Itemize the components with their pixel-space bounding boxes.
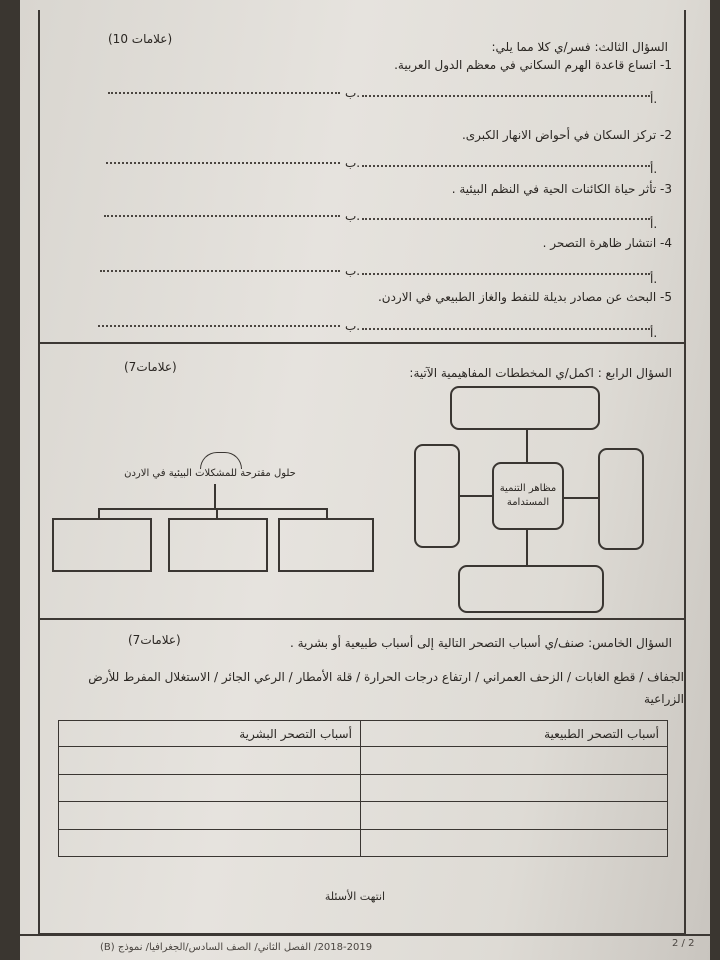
q4-right-bottom-box[interactable] bbox=[458, 565, 604, 613]
q3-item-3: 3- تأثر حياة الكائنات الحية في النظم البيئية . bbox=[451, 182, 672, 196]
q5-title: السؤال الخامس: صنف/ي أسباب التصحر التالية إلى أسباب طبيعية أو بشرية . bbox=[289, 636, 672, 650]
section-divider-1 bbox=[40, 342, 686, 344]
q4-right-left-box[interactable] bbox=[414, 444, 460, 548]
q5-marks: (7علامات) bbox=[128, 633, 181, 647]
q4-right-right-box[interactable] bbox=[598, 448, 644, 550]
q4-right-center-box bbox=[492, 462, 564, 530]
q4-left-diagram-title: حلول مقترحة للمشكلات البيئية في الاردن bbox=[124, 468, 296, 479]
classification-table bbox=[58, 720, 668, 857]
q3-item-2-a-label: أ. bbox=[650, 162, 658, 176]
q3-item-5-b-label: ب. bbox=[345, 319, 361, 333]
q3-title: السؤال الثالث: فسر/ي كلا مما يلي: bbox=[491, 40, 668, 54]
q4-right-top-box[interactable] bbox=[450, 386, 600, 430]
section-divider-2 bbox=[40, 618, 686, 620]
q3-item-5-a-label: أ. bbox=[650, 326, 658, 340]
q4-left-answer-box-3[interactable] bbox=[278, 518, 374, 572]
q4-marks: (7علامات) bbox=[124, 360, 177, 374]
q4-left-answer-box-1[interactable] bbox=[52, 518, 152, 572]
q3-marks: (10 علامات) bbox=[108, 32, 173, 46]
human-cell-2[interactable] bbox=[59, 774, 361, 802]
human-cell-1[interactable] bbox=[59, 747, 361, 775]
q3-item-4-b-label: ب. bbox=[345, 264, 361, 278]
q5-word-bank: الجفاف / قطع الغابات / الزحف العمراني / ارتفاع درجات الحرارة / قلة الأمطار / الرعي الجائر / الاستغلال المفرط للأرض الزراعية bbox=[88, 670, 684, 706]
human-cell-4[interactable] bbox=[59, 829, 361, 857]
q3-item-4: 4- انتشار ظاهرة التصحر . bbox=[542, 236, 672, 250]
end-of-questions: انتهت الأسئلة bbox=[324, 890, 386, 903]
natural-cell-1[interactable] bbox=[360, 747, 667, 775]
q3-item-4-a-label: أ. bbox=[650, 272, 658, 286]
q3-item-5: 5- البحث عن مصادر بديلة للنفط والغاز الطبيعي في الاردن. bbox=[377, 290, 672, 304]
q4-right-center-label: مظاهر التنمية المستدامة bbox=[499, 483, 557, 508]
natural-cell-4[interactable] bbox=[360, 829, 667, 857]
q3-item-3-a-label: أ. bbox=[650, 217, 658, 231]
col-natural-header: أسباب التصحر الطبيعية bbox=[360, 721, 667, 747]
q3-item-1: 1- اتساع قاعدة الهرم السكاني في معظم الدول العربية. bbox=[394, 58, 672, 72]
q3-item-2: 2- تركز السكان في أحواض الانهار الكبرى. bbox=[461, 128, 672, 142]
q3-item-3-b-label: ب. bbox=[345, 209, 361, 223]
q3-item-2-b-label: ب. bbox=[345, 156, 361, 170]
natural-cell-3[interactable] bbox=[360, 802, 667, 830]
q3-item-1-b-label: ب. bbox=[345, 86, 361, 100]
q4-title: السؤال الرابع : اكمل/ي المخططات المفاهيمية الآتية: bbox=[409, 366, 672, 380]
page-number: 2 / 2 bbox=[672, 938, 695, 949]
human-cell-3[interactable] bbox=[59, 802, 361, 830]
footer-rule bbox=[20, 934, 710, 936]
footer-info: 2018-2019/ الفصل الثاني/ الصف السادس/الجغرافيا/ نموذج (B) bbox=[100, 942, 373, 953]
col-human-header: أسباب التصحر البشرية bbox=[59, 721, 361, 747]
natural-cell-2[interactable] bbox=[360, 774, 667, 802]
q4-left-answer-box-2[interactable] bbox=[168, 518, 268, 572]
q3-item-1-a-label: أ. bbox=[650, 92, 658, 106]
